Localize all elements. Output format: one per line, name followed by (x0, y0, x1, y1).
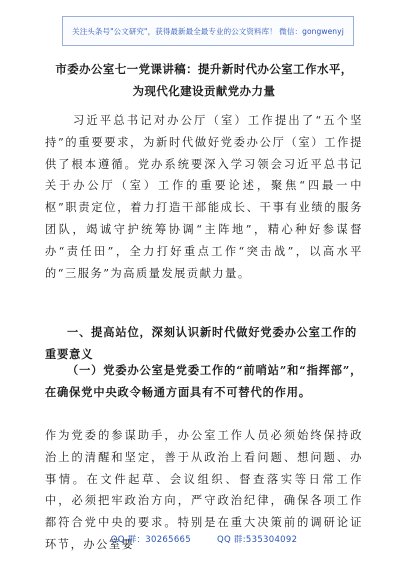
footer-contact (0, 533, 408, 545)
footer-qq-group-1: QQ 群：30265665 (110, 535, 191, 545)
subsection-1-heading: （一）党委办公室是党委工作的“前哨站”和“指挥部”，在确保党中央政令畅通方面具有不可替代的作用。 (45, 363, 363, 399)
subsection-1-body: 作为党委的参谋助手，办公室工作人员必须始终保持政治上的清醒和坚定，善于从政治上看问题、想问题、办事情。在文件起草、会议组织、督查落实等日常工作中，必须把牢政治方向，严守政治纪律，确保各项工作都符合党中央的要求。特别是在重大决策前的调研论证环节，办公室要 (45, 429, 363, 551)
document-title-line-1: 市委办公室七一党课讲稿：提升新时代办公室工作水平， (55, 62, 353, 76)
promo-banner-text: 关注头条号"公文研究"，获得最新最全最专业的公文资料库！ 微信：gongwenyj (72, 26, 344, 36)
promo-banner (62, 16, 354, 46)
footer-qq-group-2: QQ 群:535304092 (216, 535, 298, 545)
document-title-line-2: 为现代化建设贡献党办力量 (132, 84, 276, 98)
section-1-heading: 一、提高站位，深刻认识新时代做好党委办公室工作的重要意义 (45, 325, 358, 362)
intro-paragraph: 习近平总书记对办公厅（室）工作提出了“五个坚持”的重要要求，为新时代做好党委办公厅（室）工作提供了根本遵循。党办系统要深入学习领会习近平总书记关于办公厅（室）工作的重要论述，聚焦“四最一中枢”职责定位，着力打造干部能成长、干事有业绩的服务团队，竭诚守护统筹协调“主阵地”，精心种好参谋督办“责任田”，全力打好重点工作“突击战”，以高水平的“三服务”为高质量发展贡献力量。 (45, 114, 363, 280)
